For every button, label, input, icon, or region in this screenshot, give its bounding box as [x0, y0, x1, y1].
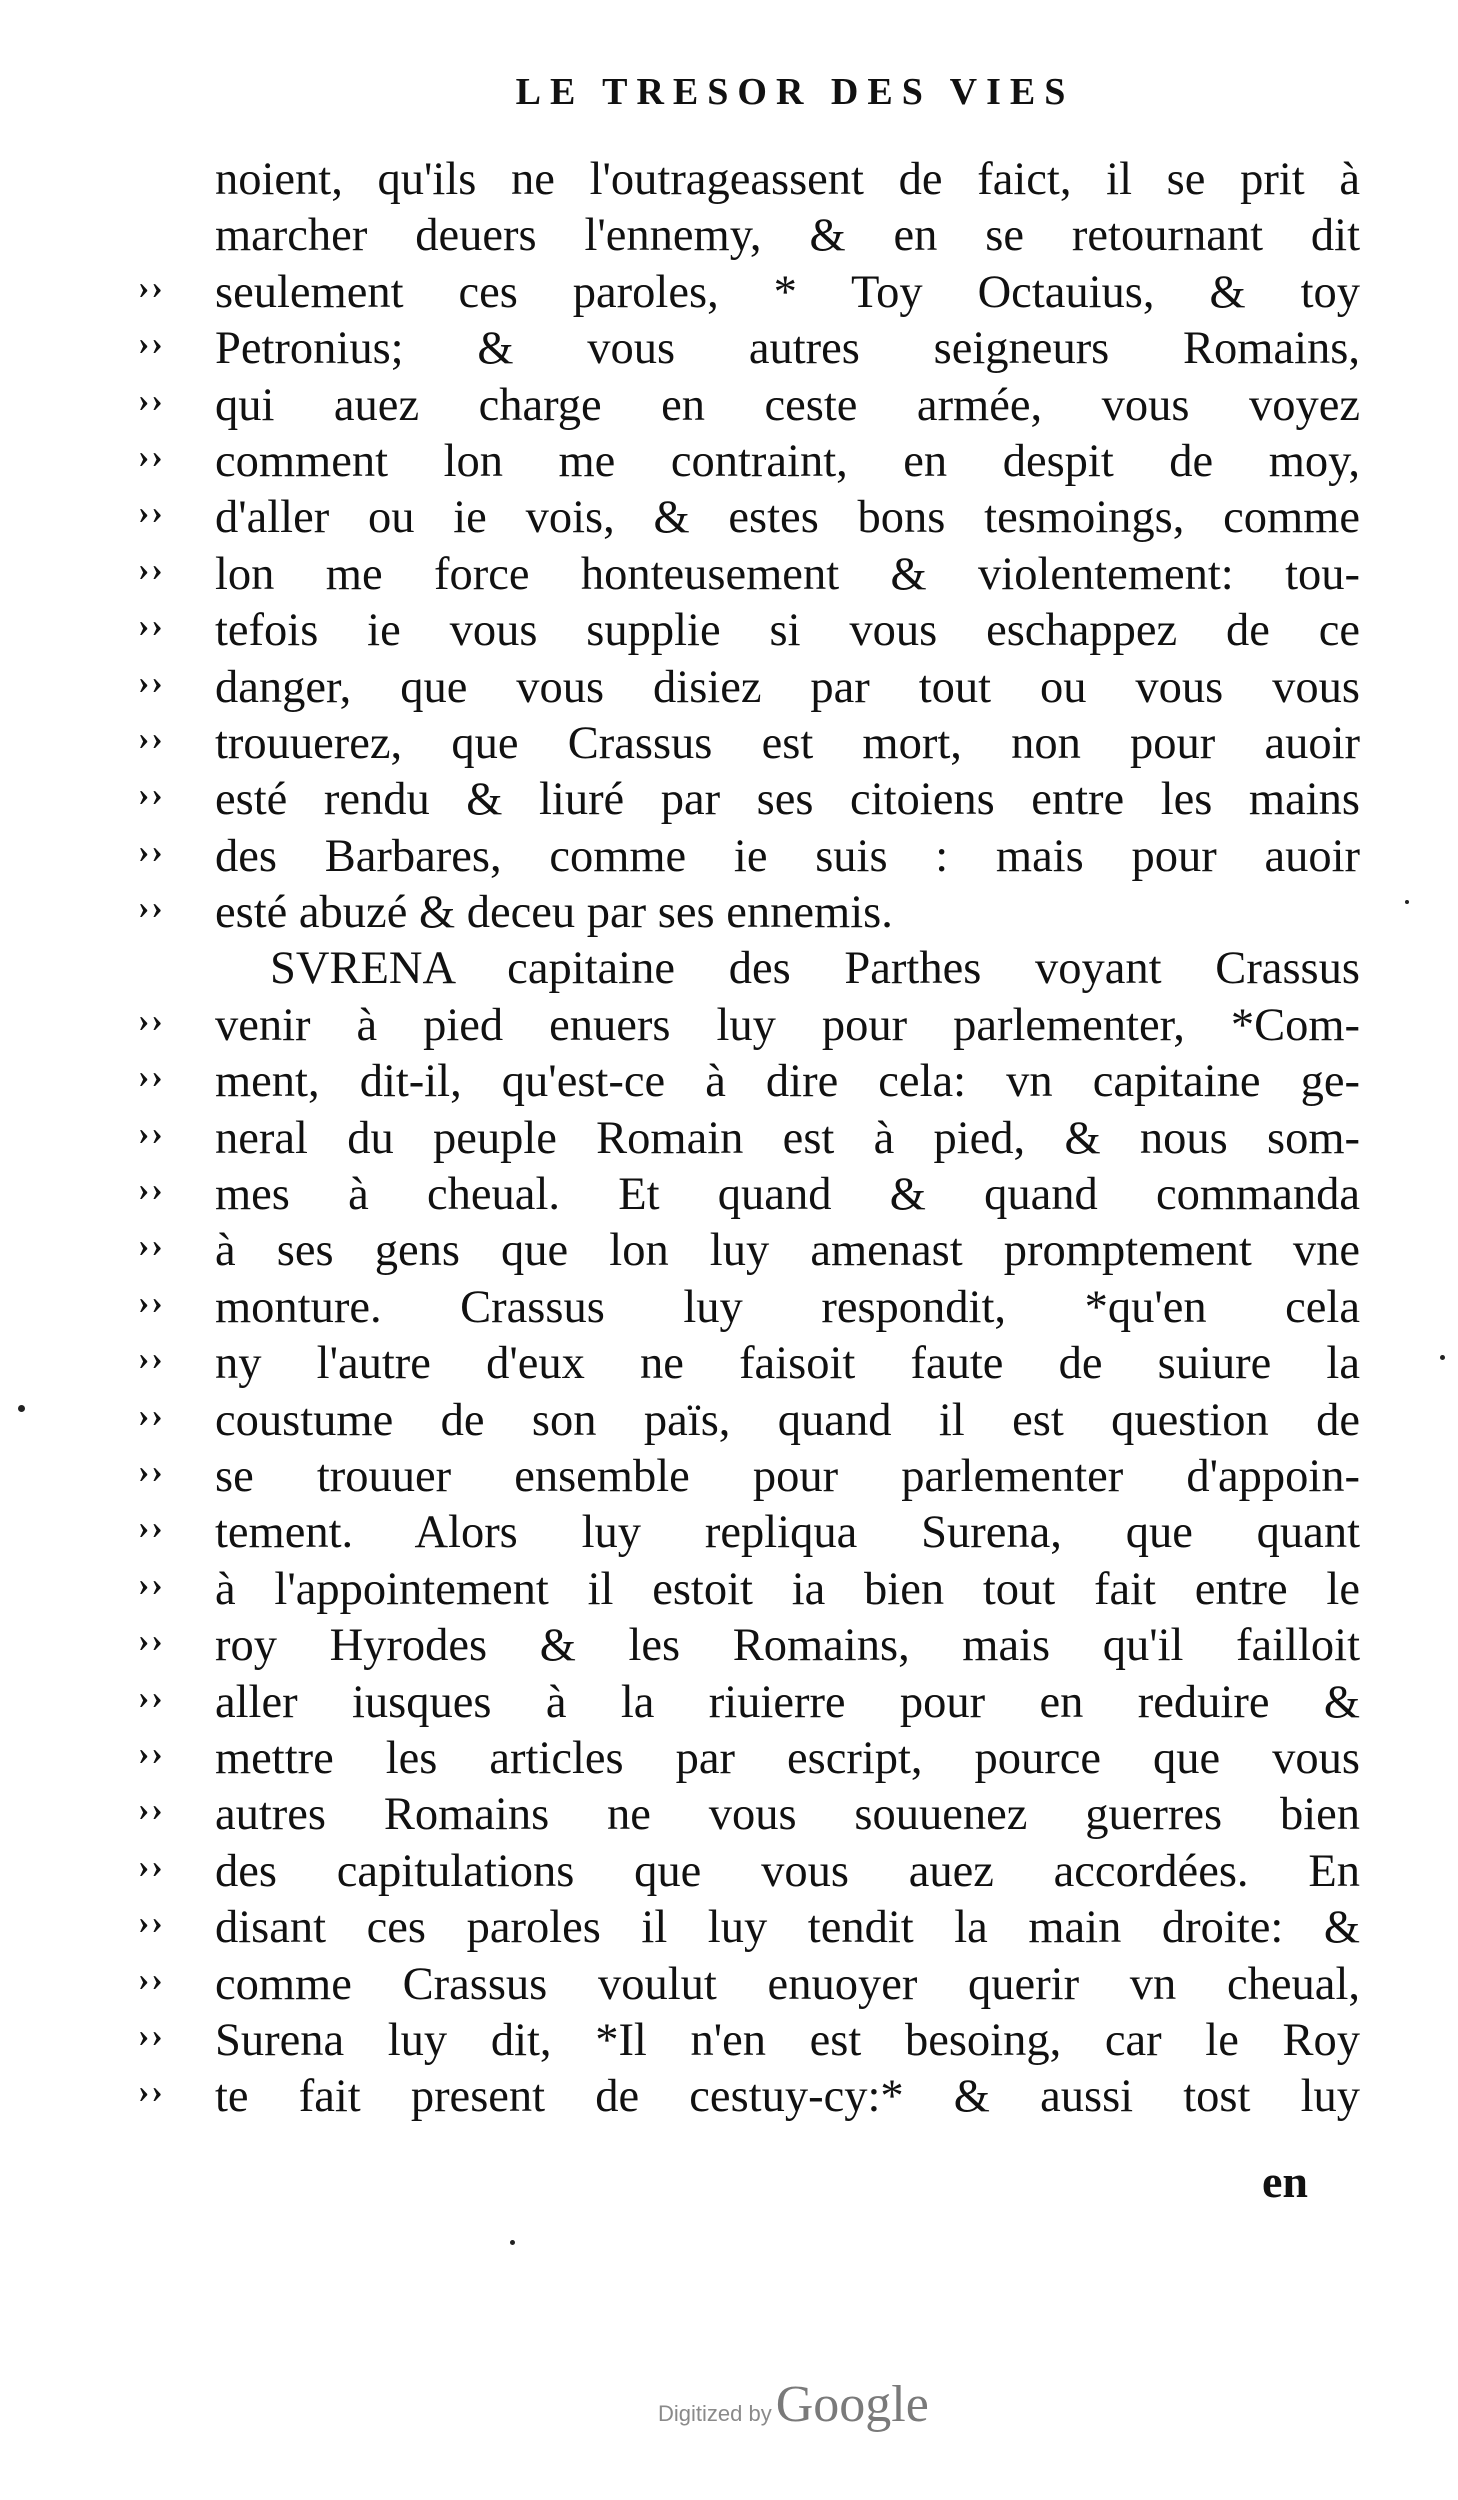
quote-mark: ›› [138, 2073, 165, 2111]
text-line [130, 829, 1360, 885]
text-line [130, 1280, 1360, 1336]
text-line [130, 1505, 1360, 1561]
line-text: ny l'autre d'eux ne faisoit faute de suiure la [215, 1338, 1360, 1390]
line-text: mettre les articles par escript, pource que vous [215, 1732, 1360, 1784]
line-text: lon me force honteusement & violentement: tou- [215, 548, 1360, 600]
quote-mark: ›› [138, 1227, 165, 1265]
line-text: autres Romains ne vous souuenez guerres bien [215, 1789, 1360, 1841]
line-text: neral du peuple Romain est à pied, & nous som- [215, 1112, 1360, 1164]
line-text: tement. Alors luy repliqua Surena, que quant [215, 1507, 1360, 1559]
quote-mark: ›› [138, 381, 165, 419]
text-line [130, 1900, 1360, 1956]
quote-mark: ›› [138, 1509, 165, 1547]
quote-mark: ›› [138, 1114, 165, 1152]
line-text: seulement ces paroles, * Toy Octauius, & toy [215, 266, 1360, 318]
line-text: à l'appointement il estoit ia bien tout fait entre le [215, 1563, 1360, 1615]
digitized-prefix: Digitized by [658, 2401, 772, 2426]
quote-mark: ›› [138, 719, 165, 757]
text-line [130, 1167, 1360, 1223]
quote-mark: ›› [138, 2016, 165, 2054]
quote-mark: ›› [138, 1565, 165, 1603]
line-text: tefois ie vous supplie si vous eschappez de ce [215, 605, 1360, 657]
line-text: aller iusques à la riuierre pour en reduire & [215, 1676, 1360, 1728]
quote-mark: ›› [138, 1283, 165, 1321]
text-line [130, 885, 1360, 941]
text-line [130, 1449, 1360, 1505]
text-line [130, 434, 1360, 490]
text-line [130, 660, 1360, 716]
text-line [130, 1562, 1360, 1618]
text-line [130, 208, 1360, 264]
quote-mark: ›› [138, 1960, 165, 1998]
line-text: à ses gens que lon luy amenast promptement vne [215, 1225, 1360, 1277]
line-text: venir à pied enuers luy pour parlementer, *Com- [215, 999, 1360, 1051]
quote-mark: ›› [138, 1904, 165, 1942]
line-text: Surena luy dit, *Il n'en est besoing, car le Roy [215, 2014, 1360, 2066]
quote-mark: ›› [138, 1001, 165, 1039]
text-line [130, 1054, 1360, 1110]
catchword: en [1262, 2156, 1308, 2207]
quote-mark: ›› [138, 1396, 165, 1434]
digitized-brand: Google [775, 2376, 929, 2433]
line-text: monture. Crassus luy respondit, *qu'en cela [215, 1281, 1360, 1333]
ink-speck [1405, 900, 1409, 904]
line-text: comme Crassus voulut enuoyer querir vn cheual, [215, 1958, 1360, 2010]
text-line [130, 1111, 1360, 1167]
text-line [130, 1844, 1360, 1900]
text-line [130, 941, 1360, 997]
text-line [130, 1336, 1360, 1392]
quote-mark: ›› [138, 1791, 165, 1829]
digitized-stamp [658, 2375, 929, 2434]
line-text: coustume de son païs, quand il est question de [215, 1394, 1360, 1446]
line-text: qui auez charge en ceste armée, vous voyez [215, 379, 1360, 431]
text-line [130, 1675, 1360, 1731]
ink-speck [1440, 1355, 1445, 1360]
quote-mark: ›› [138, 1452, 165, 1490]
text-line [130, 2069, 1360, 2125]
quote-mark: ›› [138, 1340, 165, 1378]
text-line [130, 547, 1360, 603]
quote-mark: ›› [138, 889, 165, 927]
text-line [130, 1393, 1360, 1449]
quote-mark: ›› [138, 1734, 165, 1772]
line-text: des capitulations que vous auez accordées. En [215, 1845, 1360, 1897]
line-text: se trouuer ensemble pour parlementer d'appoin- [215, 1450, 1360, 1502]
ink-speck [510, 2240, 515, 2245]
line-text: roy Hyrodes & les Romains, mais qu'il failloit [215, 1620, 1360, 1672]
text-line [130, 490, 1360, 546]
text-line [130, 1957, 1360, 2013]
line-text: noient, qu'ils ne l'outrageassent de faict, il se prit à [215, 154, 1360, 205]
text-line [130, 265, 1360, 321]
quote-mark: ›› [138, 1847, 165, 1885]
line-text: esté rendu & liuré par ses citoiens entre les mains [215, 774, 1360, 826]
line-text: mes à cheual. Et quand & quand commanda [215, 1169, 1360, 1221]
quote-mark: ›› [138, 1058, 165, 1096]
text-line [130, 378, 1360, 434]
ink-speck [18, 1405, 25, 1412]
quote-mark: ›› [138, 325, 165, 363]
text-line [130, 603, 1360, 659]
quote-mark: ›› [138, 663, 165, 701]
quote-mark: ›› [138, 268, 165, 306]
line-text: trouuerez, que Crassus est mort, non pour auoir [215, 717, 1360, 769]
line-text: ment, dit-il, qu'est-ce à dire cela: vn capitaine ge- [215, 1056, 1360, 1108]
quote-mark: ›› [138, 607, 165, 645]
quote-mark: ›› [138, 1678, 165, 1716]
line-text: te fait present de cestuy-cy:* & aussi tost luy [215, 2071, 1360, 2123]
line-text: esté abuzé & deceu par ses ennemis. [215, 887, 893, 939]
text-line [130, 998, 1360, 1054]
quote-mark: ›› [138, 494, 165, 532]
text-line [130, 1618, 1360, 1674]
line-text: marcher deuers l'ennemy, & en se retournant dit [215, 210, 1360, 262]
running-head: LE TRESOR DES VIES [515, 71, 1075, 113]
line-text: des Barbares, comme ie suis : mais pour auoir [215, 830, 1360, 882]
text-line [130, 152, 1360, 208]
line-text: danger, que vous disiez par tout ou vous vous [215, 661, 1360, 713]
line-text: disant ces paroles il luy tendit la main droite: & [215, 1902, 1360, 1954]
text-line [130, 1223, 1360, 1279]
text-line [130, 1731, 1360, 1787]
quote-mark: ›› [138, 1622, 165, 1660]
text-block [130, 152, 1360, 2126]
text-line [130, 772, 1360, 828]
line-text: comment lon me contraint, en despit de moy, [215, 435, 1360, 487]
line-text: d'aller ou ie vois, & estes bons tesmoings, comme [215, 492, 1360, 544]
text-line [130, 321, 1360, 377]
text-line [130, 1787, 1360, 1843]
paragraph-start: SVRENA capitaine des Parthes voyant Crassus [270, 943, 1360, 995]
text-line [130, 716, 1360, 772]
quote-mark: ›› [138, 437, 165, 475]
quote-mark: ›› [138, 550, 165, 588]
text-line [130, 2013, 1360, 2069]
quote-mark: ›› [138, 776, 165, 814]
quote-mark: ›› [138, 1171, 165, 1209]
line-text: Petronius; & vous autres seigneurs Romains, [215, 323, 1360, 375]
quote-mark: ›› [138, 832, 165, 870]
